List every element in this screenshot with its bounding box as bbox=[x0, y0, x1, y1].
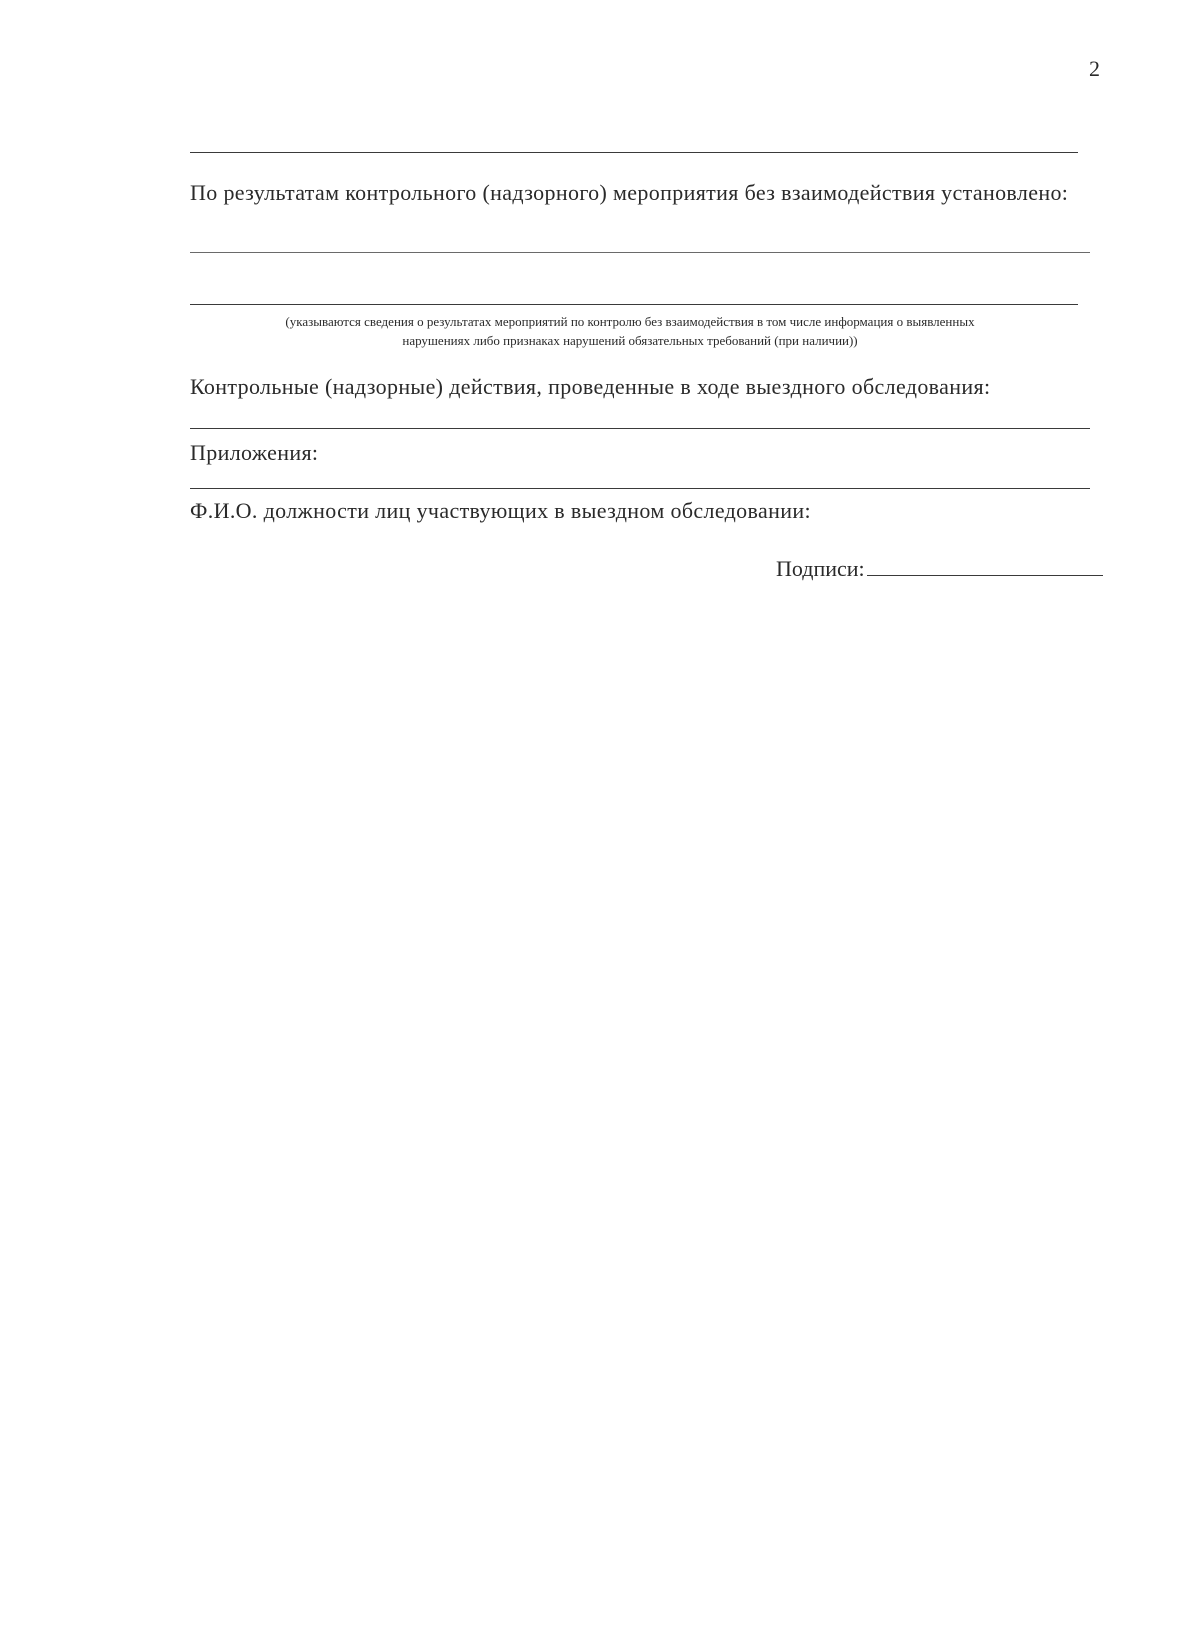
results-label: По результатам контрольного (надзорного) мероприятия без взаимодействия установлено: bbox=[190, 180, 1069, 205]
results-caption-line-1: (указываются сведения о результатах мероприятий по контролю без взаимодействия в том числе информация о выявленных bbox=[285, 314, 975, 329]
results-caption-line-2: нарушениях либо признаках нарушений обязательных требований (при наличии)) bbox=[402, 333, 858, 348]
blank-line-top bbox=[190, 152, 1078, 153]
signatures-field bbox=[776, 556, 1103, 582]
page-number: 2 bbox=[1089, 56, 1100, 81]
results-caption bbox=[190, 312, 1070, 350]
participants-label: Ф.И.О. должности лиц участвующих в выездном обследовании: bbox=[190, 498, 811, 523]
attachments-blank-line bbox=[190, 488, 1090, 489]
results-blank-line-1 bbox=[190, 252, 1090, 253]
results-blank-line-2 bbox=[190, 304, 1078, 305]
attachments-label: Приложения: bbox=[190, 440, 319, 465]
actions-label: Контрольные (надзорные) действия, проведенные в ходе выездного обследования: bbox=[190, 374, 991, 399]
signature-line bbox=[867, 557, 1103, 576]
signatures-label: Подписи: bbox=[776, 556, 865, 581]
actions-blank-line bbox=[190, 428, 1090, 429]
